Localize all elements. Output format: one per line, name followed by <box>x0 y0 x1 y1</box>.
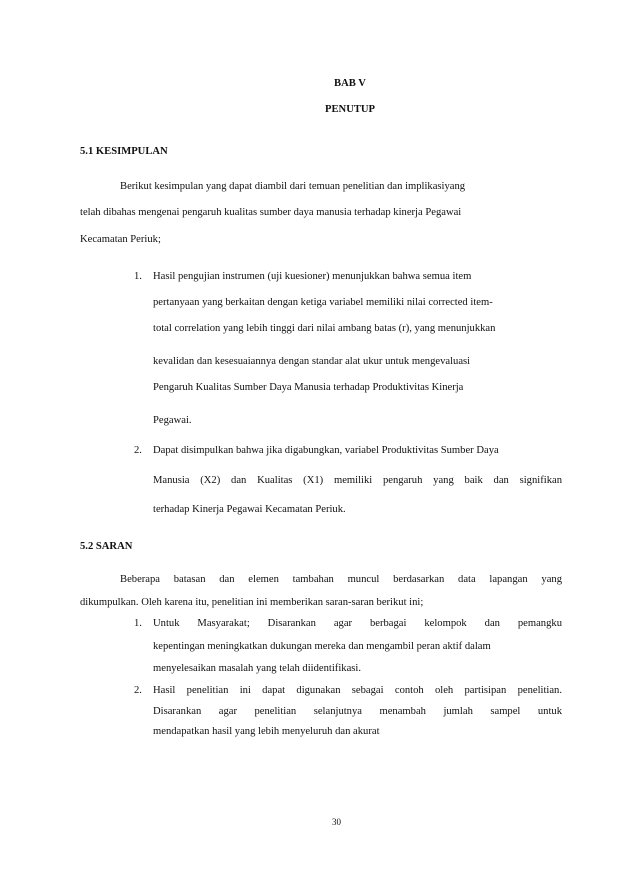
paragraph-line: Berikut kesimpulan yang dapat diambil dari temuan penelitian dan implikasiyang <box>120 181 466 192</box>
paragraph-line: Kecamatan Periuk; <box>80 234 161 245</box>
list-item-line: pertanyaan yang berkaitan dengan ketiga variabel memiliki nilai corrected item- <box>153 297 493 308</box>
list-item-line: Disarankan agar penelitian selanjutnya menambah jumlah sampel untuk <box>153 706 562 717</box>
list-item-line: Pegawai. <box>153 415 192 426</box>
chapter-label: BAB V <box>334 78 366 89</box>
list-item-line: mendapatkan hasil yang lebih menyeluruh dan akurat <box>153 726 380 737</box>
list-item-line: kevalidan dan kesesuaiannya dengan standar alat ukur untuk mengevaluasi <box>153 356 471 367</box>
list-item-line: Untuk Masyarakat; Disarankan agar berbagai kelompok dan pemangku <box>153 618 562 629</box>
paragraph-line: dikumpulkan. Oleh karena itu, penelitian ini memberikan saran-saran berikut ini; <box>80 597 424 608</box>
list-item-line: Hasil pengujian instrumen (uji kuesioner) menunjukkan bahwa semua item <box>153 271 472 282</box>
list-number: 2. <box>134 445 142 456</box>
list-item-line: kepentingan meningkatkan dukungan mereka dan mengambil peran aktif dalam <box>153 641 491 652</box>
list-item-line: Pengaruh Kualitas Sumber Daya Manusia terhadap Produktivitas Kinerja <box>153 382 464 393</box>
paragraph-line: Beberapa batasan dan elemen tambahan muncul berdasarkan data lapangan yang <box>120 574 562 585</box>
section-heading-kesimpulan: 5.1 KESIMPULAN <box>80 146 168 157</box>
page-number: 30 <box>332 817 341 827</box>
list-number: 2. <box>134 685 142 696</box>
section-heading-saran: 5.2 SARAN <box>80 541 133 552</box>
list-number: 1. <box>134 618 142 629</box>
list-item-line: total correlation yang lebih tinggi dari nilai ambang batas (r), yang menunjukkan <box>153 323 496 334</box>
list-item-line: Hasil penelitian ini dapat digunakan sebagai contoh oleh partisipan penelitian. <box>153 685 562 696</box>
chapter-title: PENUTUP <box>325 104 376 115</box>
list-number: 1. <box>134 271 142 282</box>
list-item-line: terhadap Kinerja Pegawai Kecamatan Periuk. <box>153 504 346 515</box>
list-item-line: Manusia (X2) dan Kualitas (X1) memiliki pengaruh yang baik dan signifikan <box>153 475 562 486</box>
paragraph-line: telah dibahas mengenai pengaruh kualitas sumber daya manusia terhadap kinerja Pegawai <box>80 207 462 218</box>
list-item-line: Dapat disimpulkan bahwa jika digabungkan, variabel Produktivitas Sumber Daya <box>153 445 499 456</box>
list-item-line: menyelesaikan masalah yang telah diidentifikasi. <box>153 663 361 674</box>
